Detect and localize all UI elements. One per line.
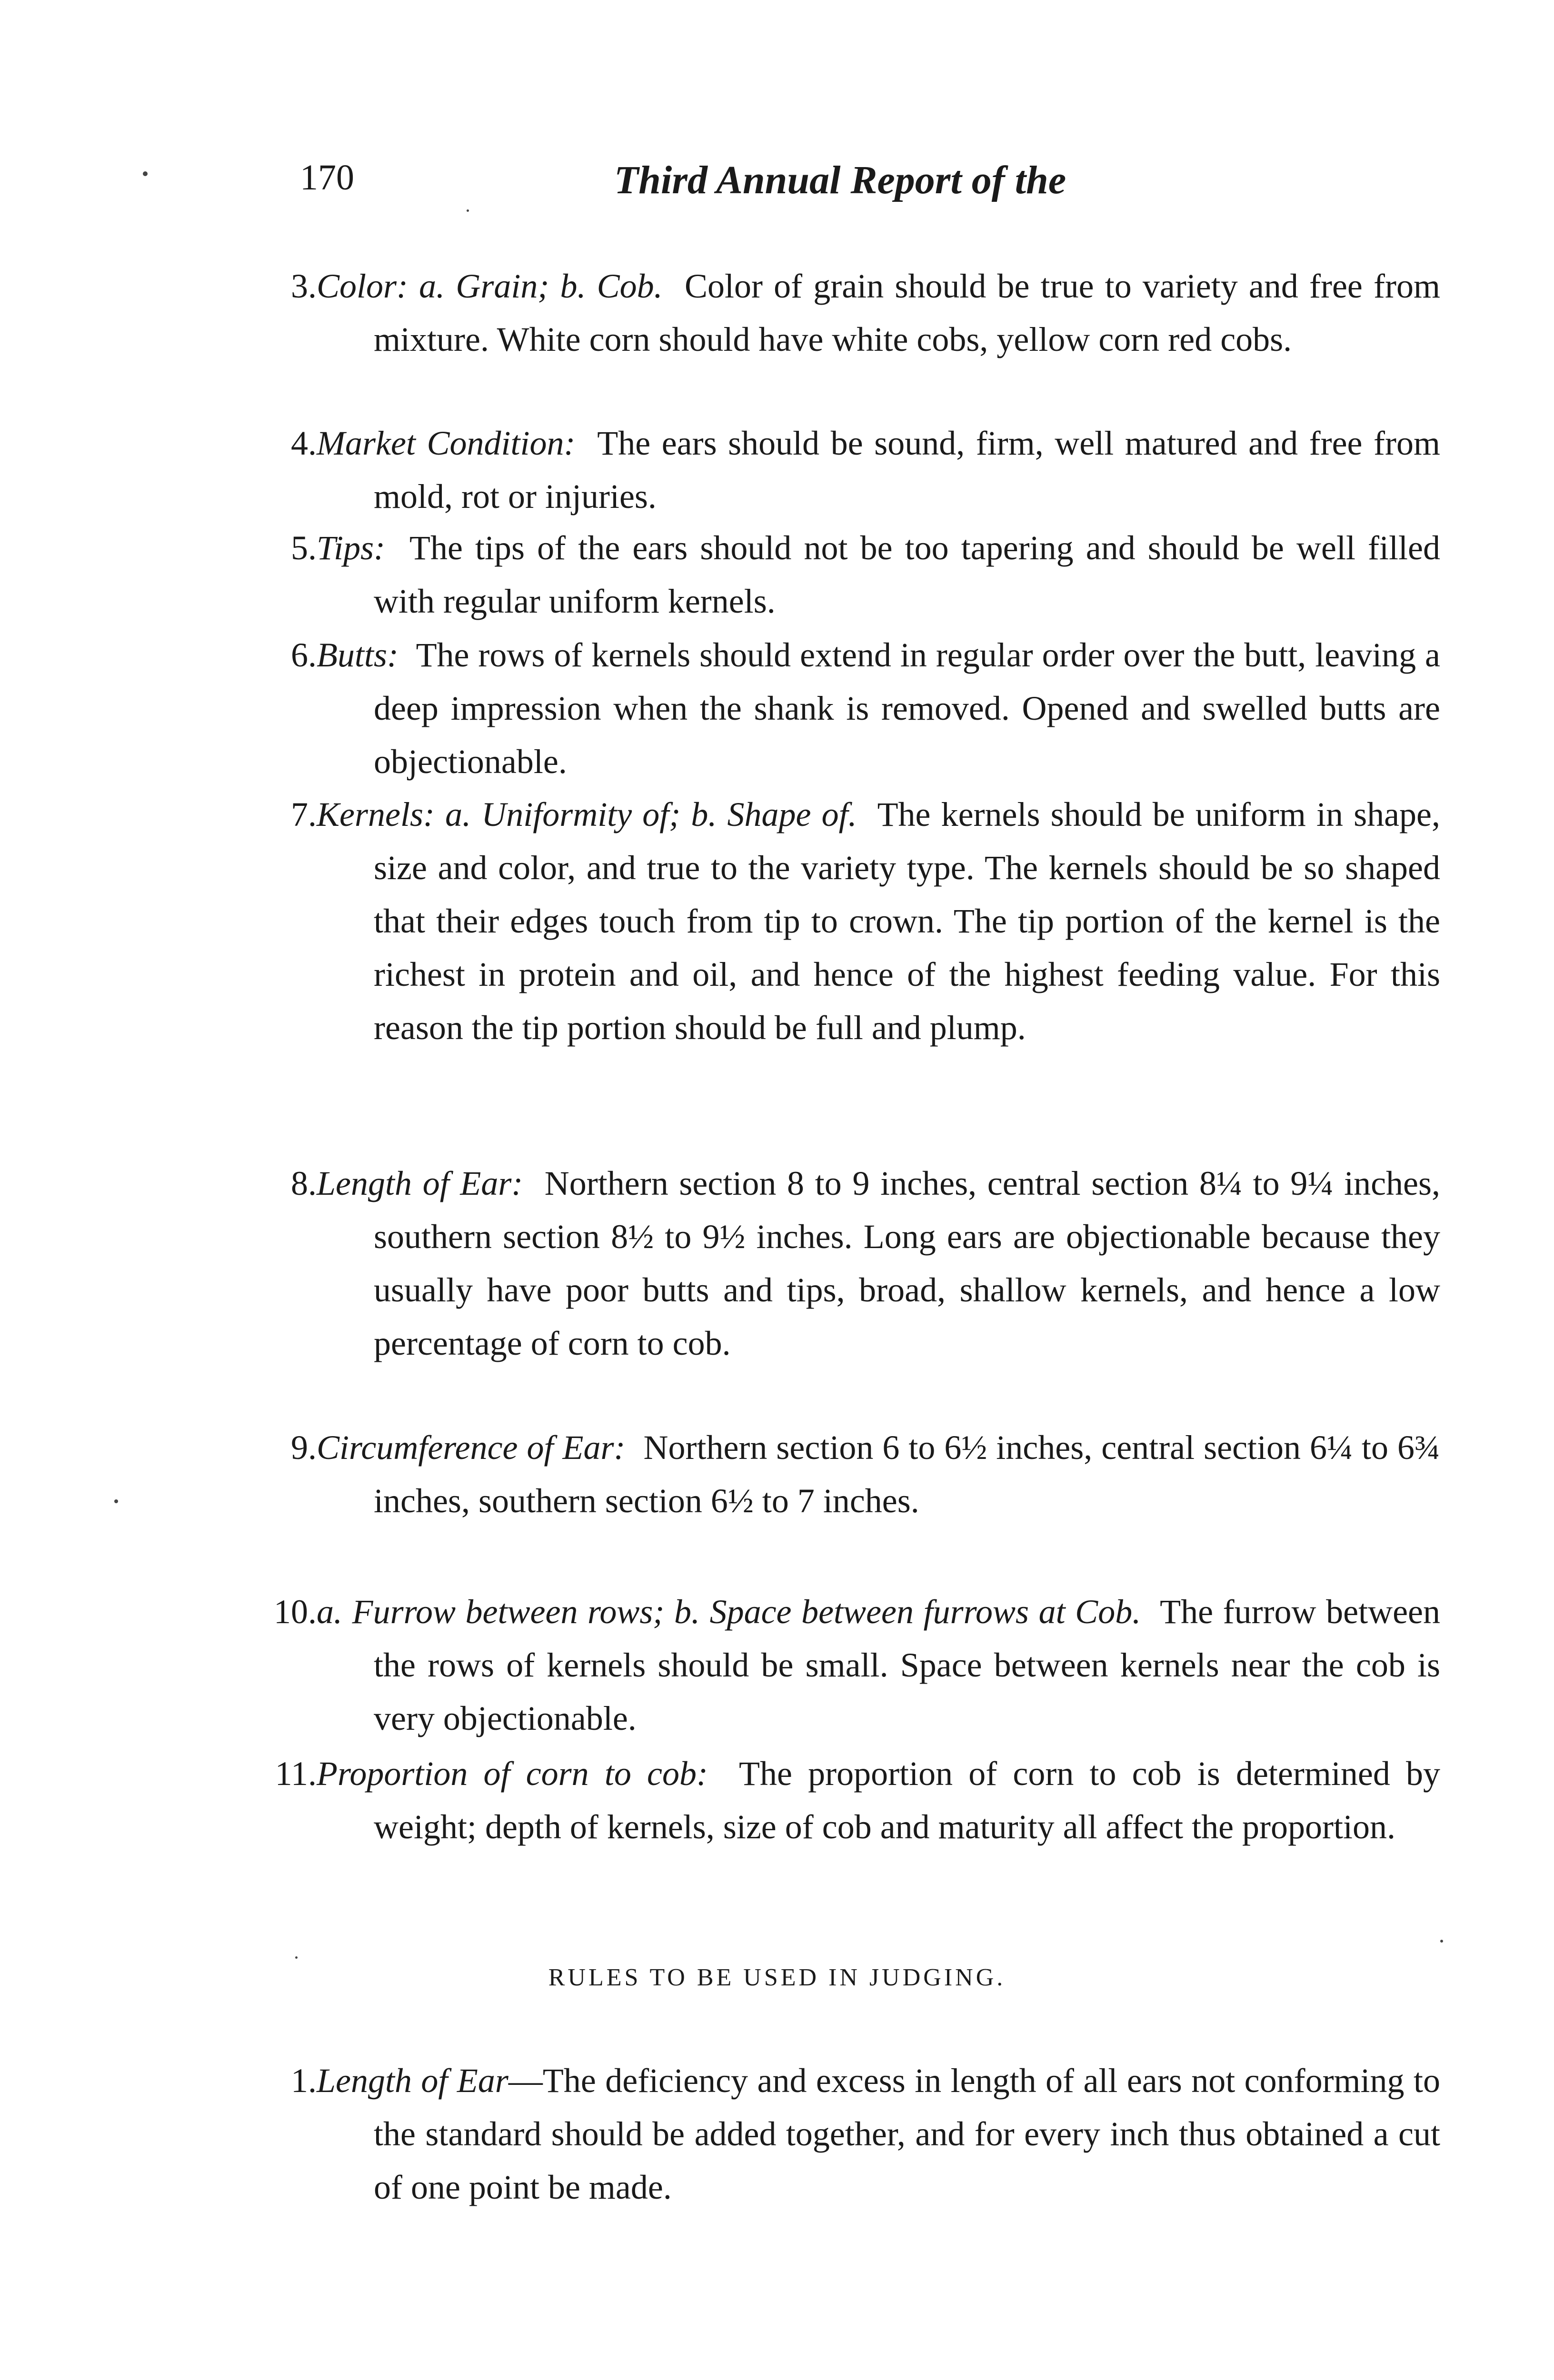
item-label: Kernels: a. Uniformity of; b. Shape of. xyxy=(317,795,857,833)
item-text: The ears should be sound, firm, well matured and free from mold, rot or injuries. xyxy=(374,424,1440,516)
scan-speck xyxy=(143,171,148,176)
item-label: Length of Ear: xyxy=(317,1164,523,1202)
item-body xyxy=(317,1585,1441,1745)
item-body xyxy=(317,1747,1441,1854)
scan-speck xyxy=(1440,1940,1443,1943)
rule-body xyxy=(317,2054,1440,2214)
item-label: Tips: xyxy=(317,529,386,567)
item-number: 8. xyxy=(291,1164,317,1202)
scan-speck xyxy=(114,1499,118,1503)
item-text: The kernels should be uniform in shape, size and color, and true to the variety type. The kernels should be so shaped that their edges touch from tip to crown. The tip portion of the kernel is the richest in protein and oil, and hence of the highest feeding value. For this reason the tip portion should be full and plump. xyxy=(374,795,1441,1047)
item-text: Northern section 6 to 6½ inches, central section 6¼ to 6¾ inches, southern section 6½ to 7 inches. xyxy=(374,1428,1441,1520)
item-body xyxy=(317,416,1440,523)
item-number: 11. xyxy=(275,1755,317,1793)
item-body xyxy=(317,259,1441,419)
page-number: 170 xyxy=(300,158,354,198)
item-body xyxy=(317,628,1441,788)
item-body xyxy=(317,1421,1441,1527)
rule-label: Length of Ear xyxy=(317,2062,508,2100)
item-number: 6. xyxy=(291,636,317,674)
page-header xyxy=(300,157,1252,214)
item-label: Proportion of corn to cob: xyxy=(317,1755,708,1793)
scan-speck xyxy=(467,209,469,212)
item-label: Color: a. Grain; b. Cob. xyxy=(317,267,663,305)
item-body xyxy=(317,521,1441,628)
item-number: 3. xyxy=(291,267,317,305)
item-text: The furrow between the rows of kernels should be small. Space between kernels near the cob is very objectionable. xyxy=(374,1593,1441,1737)
item-number: 10. xyxy=(274,1593,317,1631)
item-text: The tips of the ears should not be too tapering and should be well filled with regular uniform kernels. xyxy=(374,529,1441,620)
item-text: The rows of kernels should extend in regular order over the butt, leaving a deep impression when the shank is removed. Opened and swelled butts are objectionable. xyxy=(374,636,1441,781)
rule-number: 1. xyxy=(291,2062,317,2100)
item-body xyxy=(317,788,1441,1054)
rule-text: —The deficiency and excess in length of all ears not conforming to the standard should be added together, and for every inch thus obtained a cut of one point be made. xyxy=(374,2062,1440,2206)
item-text: The proportion of corn to cob is determined by weight; depth of kernels, size of cob and maturity all affect the proportion. xyxy=(374,1755,1441,1846)
item-number: 7. xyxy=(291,795,317,833)
item-number: 4. xyxy=(291,424,317,462)
item-label: Circumference of Ear: xyxy=(317,1428,626,1467)
scan-speck xyxy=(295,1956,298,1959)
item-number: 9. xyxy=(291,1428,317,1467)
item-text: Color of grain should be true to variety and free from mixture. White corn should have white cobs, yellow corn red cobs. xyxy=(374,267,1441,358)
item-number: 5. xyxy=(291,529,317,567)
running-title: Third Annual Report of the xyxy=(614,158,1066,202)
section-title: RULES TO BE USED IN JUDGING. xyxy=(548,1964,1006,1991)
item-label: Butts: xyxy=(317,636,398,674)
item-label: Market Condition: xyxy=(317,424,576,462)
item-body xyxy=(317,1157,1441,1370)
item-label: a. Furrow between rows; b. Space between furrows at Cob. xyxy=(317,1593,1141,1631)
item-text: Northern section 8 to 9 inches, central section 8¼ to 9¼ inches, southern section 8½ to 9½ inches. Long ears are objectionable because they usually have poor butts and tips, broad, shallow kernels, and hence a low percentage of corn to cob. xyxy=(374,1164,1441,1362)
